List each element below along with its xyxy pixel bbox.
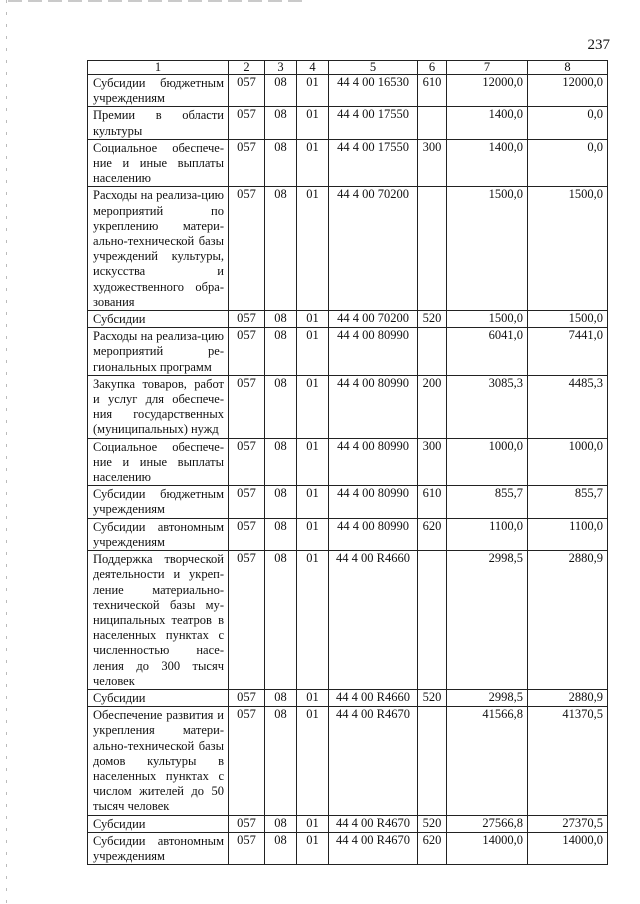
amount-cell: 0,0 [528,107,608,139]
ministry-code-cell: 057 [229,707,265,815]
amount-cell: 2998,5 [447,689,528,706]
ministry-code-cell: 057 [229,375,265,438]
amount-cell: 4485,3 [528,375,608,438]
amount-cell: 1500,0 [447,311,528,328]
target-article-cell: 44 4 00 80990 [329,375,418,438]
row-description: Субсидии бюджетным учреждениям [88,75,229,107]
amount-cell: 1100,0 [528,518,608,550]
target-article-cell: 44 4 00 80990 [329,486,418,518]
amount-cell: 27566,8 [447,815,528,832]
ministry-code-cell: 057 [229,139,265,187]
table-row [88,518,608,550]
scan-artifact-top [8,0,308,2]
table-body [88,75,608,865]
row-description: Поддержка творческой деятельности и укреп-ление материально-технической базы му-ниципальных театров в населенных пунктах с численностью насе-ления до 300 тысяч человек [88,551,229,690]
amount-cell: 1000,0 [528,438,608,486]
column-header: 5 [329,61,418,75]
budget-table [87,60,608,865]
row-description: Субсидии [88,689,229,706]
amount-cell: 855,7 [528,486,608,518]
row-description: Субсидии [88,815,229,832]
amount-cell: 12000,0 [528,75,608,107]
amount-cell: 14000,0 [528,832,608,864]
row-description: Закупка товаров, работ и услуг для обеспече-ния государственных (муниципальных) нужд [88,375,229,438]
ministry-code-cell: 057 [229,75,265,107]
section-code-cell: 08 [265,551,297,690]
amount-cell: 2998,5 [447,551,528,690]
table-row [88,311,608,328]
expense-type-cell: 620 [418,832,447,864]
table-row [88,815,608,832]
column-header: 2 [229,61,265,75]
row-description: Премии в области культуры [88,107,229,139]
subsection-code-cell: 01 [297,75,329,107]
section-code-cell: 08 [265,187,297,311]
ministry-code-cell: 057 [229,551,265,690]
expense-type-cell [418,187,447,311]
subsection-code-cell: 01 [297,832,329,864]
column-header: 6 [418,61,447,75]
expense-type-cell [418,107,447,139]
amount-cell: 2880,9 [528,551,608,690]
amount-cell: 6041,0 [447,328,528,376]
ministry-code-cell: 057 [229,486,265,518]
amount-cell: 1000,0 [447,438,528,486]
amount-cell: 7441,0 [528,328,608,376]
target-article-cell: 44 4 00 80990 [329,518,418,550]
row-description: Субсидии автономным учреждениям [88,518,229,550]
amount-cell: 1500,0 [528,187,608,311]
table-row [88,551,608,690]
target-article-cell: 44 4 00 80990 [329,438,418,486]
amount-cell: 1500,0 [528,311,608,328]
amount-cell: 27370,5 [528,815,608,832]
ministry-code-cell: 057 [229,187,265,311]
target-article-cell: 44 4 00 17550 [329,139,418,187]
ministry-code-cell: 057 [229,107,265,139]
amount-cell: 1100,0 [447,518,528,550]
amount-cell: 41566,8 [447,707,528,815]
target-article-cell: 44 4 00 R4670 [329,832,418,864]
subsection-code-cell: 01 [297,328,329,376]
table-row [88,328,608,376]
table-row [88,139,608,187]
expense-type-cell: 300 [418,139,447,187]
amount-cell: 1400,0 [447,139,528,187]
page-number: 237 [587,37,610,53]
column-header: 8 [528,61,608,75]
column-header: 3 [265,61,297,75]
expense-type-cell: 300 [418,438,447,486]
table-row [88,107,608,139]
section-code-cell: 08 [265,832,297,864]
table-row [88,75,608,107]
row-description: Обеспечение развития и укрепления матери-ально-технической базы домов культуры в населенных пунктах с числом жителей до 50 тысяч человек [88,707,229,815]
expense-type-cell: 520 [418,689,447,706]
ministry-code-cell: 057 [229,832,265,864]
subsection-code-cell: 01 [297,707,329,815]
expense-type-cell: 520 [418,815,447,832]
target-article-cell: 44 4 00 70200 [329,311,418,328]
amount-cell: 1400,0 [447,107,528,139]
table-row [88,707,608,815]
row-description: Социальное обеспече-ние и иные выплаты населению [88,438,229,486]
subsection-code-cell: 01 [297,551,329,690]
target-article-cell: 44 4 00 R4670 [329,707,418,815]
target-article-cell: 44 4 00 80990 [329,328,418,376]
row-description: Субсидии автономным учреждениям [88,832,229,864]
table-row [88,375,608,438]
section-code-cell: 08 [265,375,297,438]
subsection-code-cell: 01 [297,375,329,438]
row-description: Социальное обеспече-ние и иные выплаты населению [88,139,229,187]
ministry-code-cell: 057 [229,328,265,376]
target-article-cell: 44 4 00 17550 [329,107,418,139]
section-code-cell: 08 [265,328,297,376]
amount-cell: 14000,0 [447,832,528,864]
section-code-cell: 08 [265,75,297,107]
table-row [88,689,608,706]
scan-artifact-left-edge [6,0,7,904]
subsection-code-cell: 01 [297,438,329,486]
target-article-cell: 44 4 00 R4670 [329,815,418,832]
ministry-code-cell: 057 [229,689,265,706]
section-code-cell: 08 [265,139,297,187]
column-header: 4 [297,61,329,75]
column-header: 1 [88,61,229,75]
header-row [88,61,608,75]
subsection-code-cell: 01 [297,518,329,550]
subsection-code-cell: 01 [297,689,329,706]
amount-cell: 3085,3 [447,375,528,438]
expense-type-cell: 610 [418,486,447,518]
row-description: Расходы на реализа-цию мероприятий по укреплению матери-ально-технической базы учреждений культуры, искусства и художественного обра-зования [88,187,229,311]
expense-type-cell [418,328,447,376]
section-code-cell: 08 [265,438,297,486]
section-code-cell: 08 [265,107,297,139]
target-article-cell: 44 4 00 R4660 [329,689,418,706]
expense-type-cell: 620 [418,518,447,550]
expense-type-cell: 610 [418,75,447,107]
table-row [88,187,608,311]
table-row [88,438,608,486]
section-code-cell: 08 [265,689,297,706]
target-article-cell: 44 4 00 R4660 [329,551,418,690]
amount-cell: 855,7 [447,486,528,518]
subsection-code-cell: 01 [297,107,329,139]
section-code-cell: 08 [265,518,297,550]
ministry-code-cell: 057 [229,518,265,550]
section-code-cell: 08 [265,311,297,328]
section-code-cell: 08 [265,486,297,518]
section-code-cell: 08 [265,707,297,815]
subsection-code-cell: 01 [297,311,329,328]
amount-cell: 0,0 [528,139,608,187]
subsection-code-cell: 01 [297,486,329,518]
expense-type-cell: 200 [418,375,447,438]
expense-type-cell [418,551,447,690]
amount-cell: 12000,0 [447,75,528,107]
expense-type-cell: 520 [418,311,447,328]
subsection-code-cell: 01 [297,815,329,832]
section-code-cell: 08 [265,815,297,832]
table-row [88,832,608,864]
amount-cell: 2880,9 [528,689,608,706]
table-row [88,486,608,518]
subsection-code-cell: 01 [297,187,329,311]
expense-type-cell [418,707,447,815]
row-description: Субсидии бюджетным учреждениям [88,486,229,518]
column-header: 7 [447,61,528,75]
target-article-cell: 44 4 00 16530 [329,75,418,107]
amount-cell: 1500,0 [447,187,528,311]
target-article-cell: 44 4 00 70200 [329,187,418,311]
subsection-code-cell: 01 [297,139,329,187]
ministry-code-cell: 057 [229,311,265,328]
row-description: Расходы на реализа-цию мероприятий ре-гиональных программ [88,328,229,376]
row-description: Субсидии [88,311,229,328]
amount-cell: 41370,5 [528,707,608,815]
ministry-code-cell: 057 [229,438,265,486]
ministry-code-cell: 057 [229,815,265,832]
